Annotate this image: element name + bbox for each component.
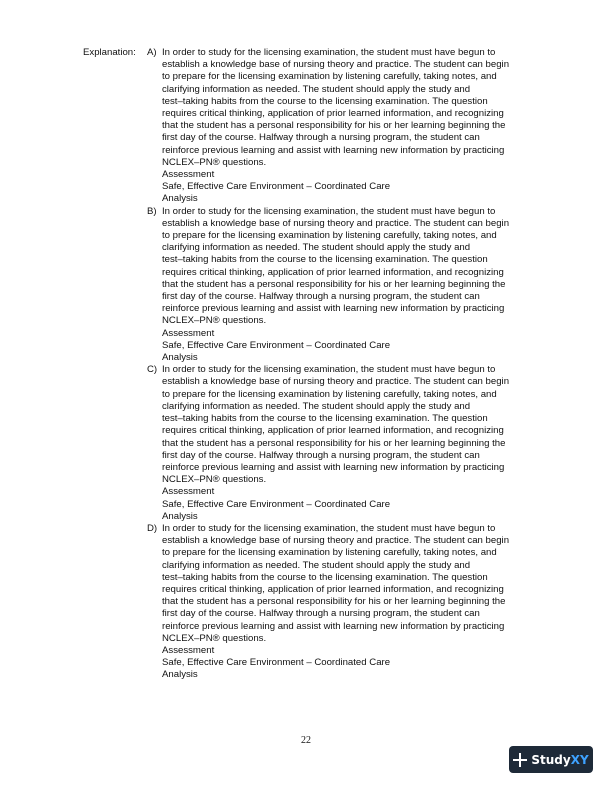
- brand-main: Study: [531, 752, 571, 767]
- text-line: that the student has a personal responsibility for his or her learning beginning the: [162, 278, 506, 290]
- text-line: to prepare for the licensing examination by listening carefully, taking notes, and: [162, 388, 497, 400]
- text-line: requires critical thinking, application of prior learned information, and recognizing: [162, 108, 504, 120]
- option-d: [147, 523, 527, 682]
- text-line: clarifying information as needed. The student should apply the study and: [162, 83, 471, 95]
- page-number: 22: [301, 735, 311, 746]
- option-letter: A): [147, 47, 157, 58]
- text-line: Analysis: [162, 510, 198, 522]
- text-line: Safe, Effective Care Environment – Coordinated Care: [162, 181, 391, 193]
- text-line: test–taking habits from the course to the licensing examination. The question: [162, 95, 488, 107]
- text-line: Analysis: [162, 193, 198, 205]
- text-line: that the student has a personal responsibility for his or her learning beginning the: [162, 120, 506, 132]
- option-letter: B): [147, 205, 157, 217]
- brand-accent: XY: [570, 752, 589, 767]
- text-line: test–taking habits from the course to the licensing examination. The question: [162, 254, 488, 266]
- text-line: In order to study for the licensing examination, the student must have begun to: [162, 47, 496, 58]
- text-line: that the student has a personal responsibility for his or her learning beginning the: [162, 596, 506, 608]
- text-line: establish a knowledge base of nursing theory and practice. The student can begin: [162, 535, 510, 547]
- option-body: [162, 523, 527, 682]
- text-line: reinforce previous learning and assist with learning new information by practicing: [162, 461, 505, 473]
- text-line: Safe, Effective Care Environment – Coordinated Care: [162, 339, 391, 351]
- text-line: NCLEX–PN® questions.: [162, 156, 267, 168]
- option-letter: C): [147, 364, 158, 376]
- text-line: Assessment: [162, 327, 215, 339]
- text-line: clarifying information as needed. The student should apply the study and: [162, 242, 471, 254]
- option-c: [147, 364, 527, 523]
- text-line: reinforce previous learning and assist with learning new information by practicing: [162, 144, 505, 156]
- text-line: to prepare for the licensing examination by listening carefully, taking notes, and: [162, 547, 497, 559]
- text-line: reinforce previous learning and assist with learning new information by practicing: [162, 303, 505, 315]
- text-line: Safe, Effective Care Environment – Coordinated Care: [162, 498, 391, 510]
- text-line: to prepare for the licensing examination by listening carefully, taking notes, and: [162, 230, 497, 242]
- option-letter: D): [147, 522, 158, 534]
- text-line: establish a knowledge base of nursing theory and practice. The student can begin: [162, 376, 510, 388]
- text-line: In order to study for the licensing examination, the student must have begun to: [162, 522, 496, 534]
- text-line: requires critical thinking, application of prior learned information, and recognizing: [162, 583, 504, 595]
- option-body: [162, 206, 527, 365]
- text-line: Assessment: [162, 486, 215, 498]
- text-line: Assessment: [162, 169, 215, 181]
- text-line: In order to study for the licensing examination, the student must have begun to: [162, 364, 496, 376]
- text-line: requires critical thinking, application of prior learned information, and recognizing: [162, 266, 504, 278]
- text-line: Analysis: [162, 669, 198, 681]
- option-b: [147, 206, 527, 365]
- text-line: first day of the course. Halfway through a nursing program, the student can: [162, 132, 480, 144]
- text-line: NCLEX–PN® questions.: [162, 315, 267, 327]
- text-line: that the student has a personal responsibility for his or her learning beginning the: [162, 437, 506, 449]
- text-line: Analysis: [162, 352, 198, 364]
- text-line: reinforce previous learning and assist with learning new information by practicing: [162, 620, 505, 632]
- text-line: first day of the course. Halfway through a nursing program, the student can: [162, 449, 480, 461]
- option-a: [147, 47, 527, 206]
- text-line: clarifying information as needed. The student should apply the study and: [162, 400, 471, 412]
- text-line: NCLEX–PN® questions.: [162, 474, 267, 486]
- text-line: test–taking habits from the course to the licensing examination. The question: [162, 571, 488, 583]
- text-line: Assessment: [162, 644, 215, 656]
- text-line: to prepare for the licensing examination by listening carefully, taking notes, and: [162, 71, 497, 83]
- studyxy-badge[interactable]: [509, 746, 593, 773]
- text-line: NCLEX–PN® questions.: [162, 632, 267, 644]
- text-line: clarifying information as needed. The student should apply the study and: [162, 559, 471, 571]
- options-list: [147, 47, 527, 682]
- plus-icon: [513, 753, 527, 767]
- text-line: establish a knowledge base of nursing theory and practice. The student can begin: [162, 59, 510, 71]
- text-line: establish a knowledge base of nursing theory and practice. The student can begin: [162, 217, 510, 229]
- option-body: [162, 47, 527, 206]
- text-line: first day of the course. Halfway through a nursing program, the student can: [162, 291, 480, 303]
- text-line: requires critical thinking, application of prior learned information, and recognizing: [162, 425, 504, 437]
- text-line: Safe, Effective Care Environment – Coordinated Care: [162, 657, 391, 669]
- explanation-label: Explanation:: [83, 47, 136, 58]
- option-body: [162, 364, 527, 523]
- brand-name: [531, 753, 588, 767]
- text-line: test–taking habits from the course to the licensing examination. The question: [162, 413, 488, 425]
- text-line: In order to study for the licensing examination, the student must have begun to: [162, 205, 496, 217]
- text-line: first day of the course. Halfway through a nursing program, the student can: [162, 608, 480, 620]
